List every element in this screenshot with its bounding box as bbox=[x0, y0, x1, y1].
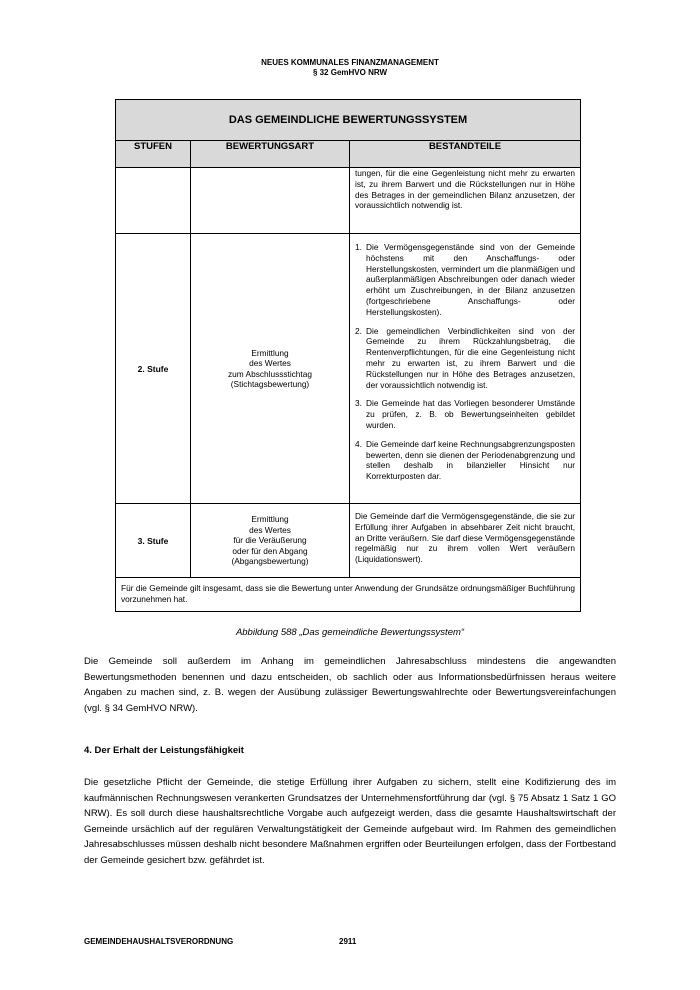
body-paragraph-2: Die gesetzliche Pflicht der Gemeinde, die stetige Erfüllung ihrer Aufgaben zu sichern, stellt eine Kodifizierung des im kaufmännischen Rechnungswesen verankerten Grundsatzes der Unternehmensfortführung dar (vgl. § 75 Absatz 1 Satz 1 GO NRW). Es soll durch diese haushaltsrechtliche Vorgabe auch aufgezeigt werden, dass die gesamte Haushaltswirtschaft der Gemeinde ursächlich auf der regulären Verwaltungstätigkeit der Gemeinde aufgebaut wird. Im Rahmen des gemeindlichen Jahresabschlusses müssen deshalb nicht besondere Maßnahmen ergriffen oder Beurteilungen erfolgen, dass der Fortbestand der Gemeinde gesichert bzw. gefährdet ist. bbox=[84, 777, 616, 866]
figure-caption: Abbildung 588 „Das gemeindliche Bewertungssystem“ bbox=[235, 627, 465, 638]
footer-title: GEMEINDEHAUSHALTSVERORDNUNG bbox=[84, 937, 234, 946]
table-title: DAS GEMEINDLICHE BEWERTUNGSSYSTEM bbox=[116, 100, 581, 141]
continuation-text: tungen, für die eine Gegenleistung nicht mehr zu erwarten ist, zu ihrem Barwert und die Rückstellungen nur in Höhe des Betrages in der gemeindlichen Bilanz anzusetzen, der voraussichtlich notwendig ist. bbox=[350, 168, 581, 234]
column-header-bewertungsart: BEWERTUNGSART bbox=[191, 141, 350, 168]
components-list bbox=[350, 234, 581, 504]
valuation-type: Ermittlung des Wertes für die Veräußerung oder für den Abgang (Abgangsbewertung) bbox=[191, 504, 350, 578]
column-header-stufen: STUFEN bbox=[116, 141, 191, 168]
list-item: 3. Die Gemeinde hat das Vorliegen besonderer Umstände zu prüfen, z. B. ob Bewertungseinheiten gebildet wurden. bbox=[355, 398, 576, 430]
table-row bbox=[116, 234, 581, 504]
header-subtitle: § 32 GemHVO NRW bbox=[312, 68, 388, 77]
table-row bbox=[116, 504, 581, 578]
components-text: Die Gemeinde darf die Vermögensgegenstände, die sie zur Erfüllung ihrer Aufgaben in absehbarer Zeit nicht braucht, an Dritte veräußern. Sie darf diese Vermögensgegenstände regelmäßig nur zu ihrem vollen Wert veräußern (Liquidationswert). bbox=[350, 504, 581, 578]
section-heading: 4. Der Erhalt der Leistungsfähigkeit bbox=[84, 745, 244, 756]
table-row bbox=[116, 168, 581, 234]
header-title: NEUES KOMMUNALES FINANZMANAGEMENT bbox=[261, 58, 439, 67]
page-number: 2911 bbox=[339, 937, 357, 946]
stage-label: 2. Stufe bbox=[116, 234, 191, 504]
stage-label: 3. Stufe bbox=[116, 504, 191, 578]
list-item: 4. Die Gemeinde darf keine Rechnungsabgrenzungsposten bewerten, denn sie dienen der Periodenabgrenzung und stellen deshalb in bilanzieller Hinsicht nur Korrekturposten dar. bbox=[355, 438, 576, 482]
list-item: 2. Die gemeindlichen Verbindlichkeiten sind von der Gemeinde zu ihrem Rückzahlungsbetrag, die Rentenverpflichtungen, für die eine Gegenleistung nicht mehr zu erwarten ist, zu ihrem Barwert und die Rückstellungen nur in Höhe des Betrages anzusetzen, der voraussichtlich notwendig ist. bbox=[355, 325, 576, 390]
valuation-type: Ermittlung des Wertes zum Abschlussstichtag (Stichtagsbewertung) bbox=[191, 234, 350, 504]
valuation-table bbox=[115, 99, 581, 612]
column-header-bestandteile: BESTANDTEILE bbox=[350, 141, 581, 168]
list-item: 1. Die Vermögensgegenstände sind von der Gemeinde höchstens mit den Anschaffungs- oder Herstellungskosten, vermindert um die planmäßigen und außerplanmäßigen Abschreibungen oder danach wieder erhöht um Zuschreibungen, in der Bilanz anzusetzen (fortgeschriebene Anschaffungs- oder Herstellungskosten). bbox=[355, 242, 576, 317]
body-paragraph-1: Die Gemeinde soll außerdem im Anhang im gemeindlichen Jahresabschluss mindestens die angewandten Bewertungsmethoden benennen und dazu entscheiden, ob sachlich oder aus Informationsbedürfnissen heraus weitere Angaben zu machen sind, z. B. wegen der Ausübung zulässiger Bewertungswahlrechte oder Bewertungsvereinfachungen (vgl. § 34 GemHVO NRW). bbox=[84, 656, 616, 714]
table-footer-note: Für die Gemeinde gilt insgesamt, dass sie die Bewertung unter Anwendung der Grundsätze ordnungsmäßiger Buchführung vorzunehmen hat. bbox=[116, 578, 581, 612]
